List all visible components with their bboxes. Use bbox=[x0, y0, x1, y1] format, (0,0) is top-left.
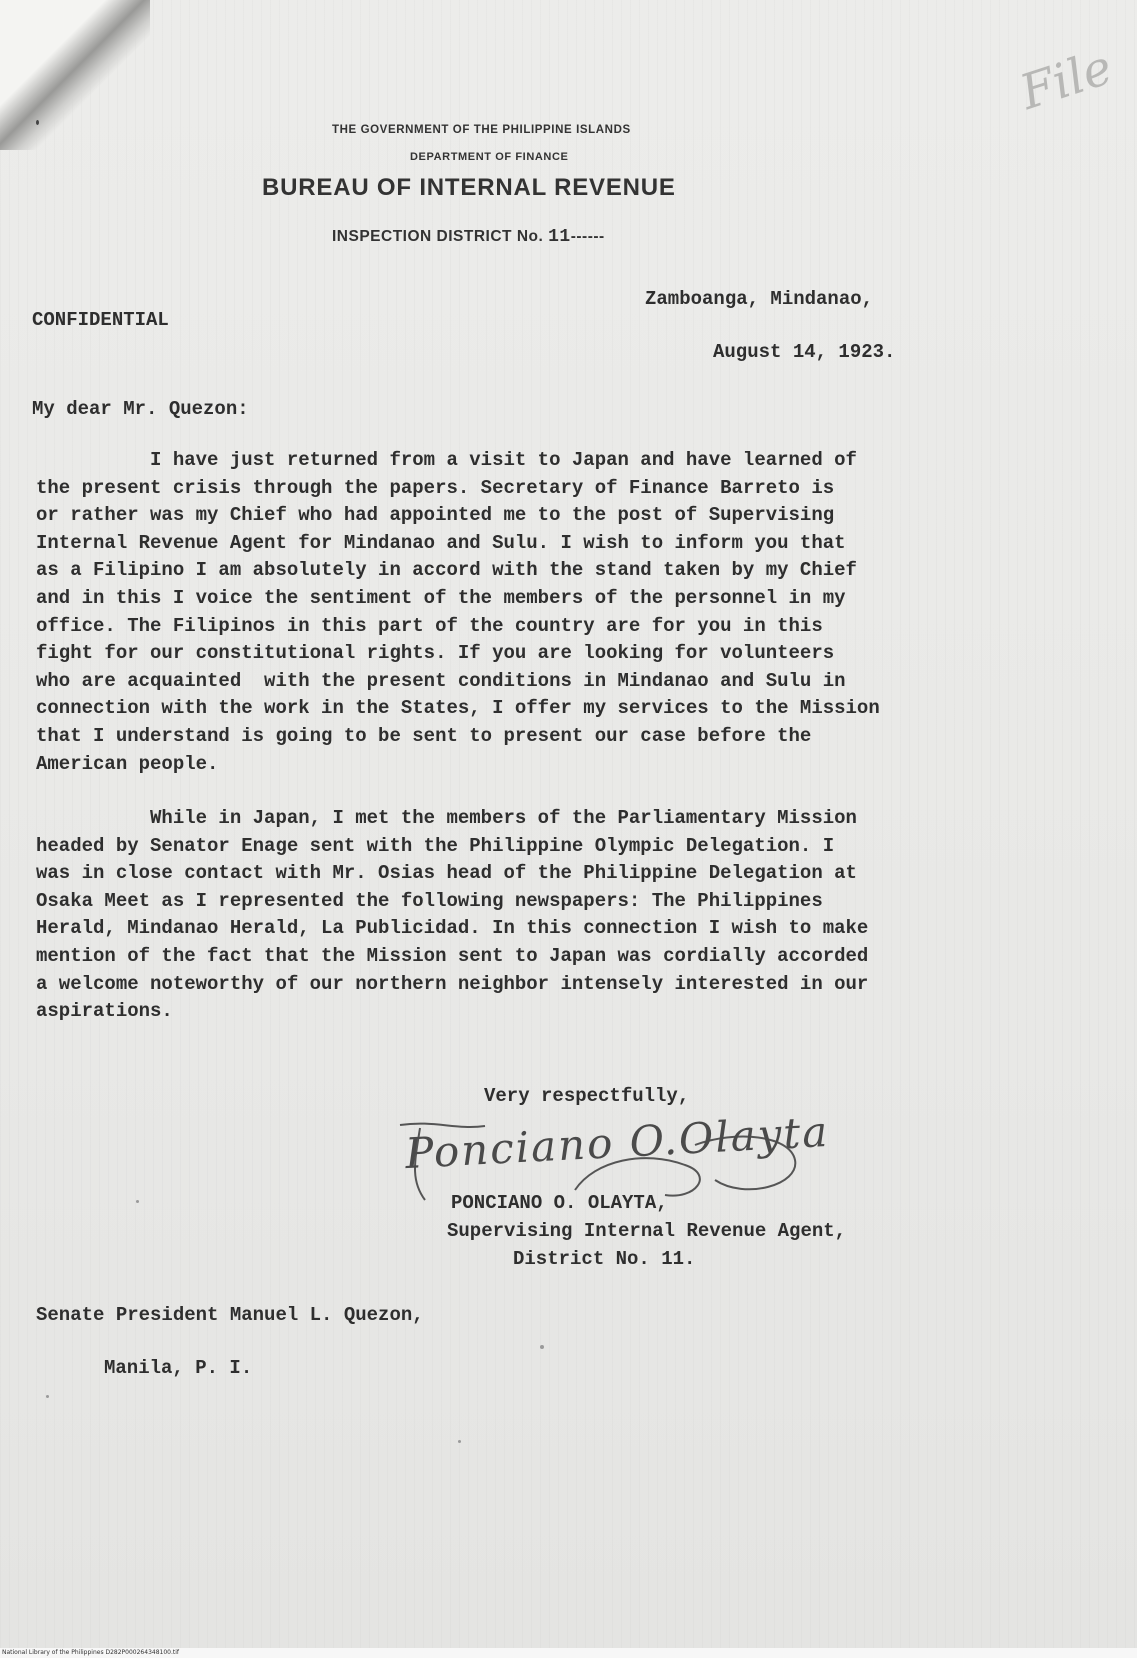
letter-place: Zamboanga, Mindanao, bbox=[645, 288, 874, 310]
signer-name: PONCIANO O. OLAYTA, bbox=[451, 1192, 668, 1214]
addressee-location: Manila, P. I. bbox=[104, 1357, 253, 1379]
letterhead-government: THE GOVERNMENT OF THE PHILIPPINE ISLANDS bbox=[332, 124, 631, 136]
body-paragraph-2: While in Japan, I met the members of the Parliamentary Mission headed by Senator Enage sent with the Philippine Olympic Delegation. I was in close contact with Mr. Osias head of the Philippine Delegation at Osaka Meet as I represented the following newspapers: The Philippines Herald, Mindanao Herald, La Publicidad. In this connection I wish to make mention of the fact that the Mission sent to Japan was cordially accorded a welcome noteworthy of our northern neighbor intensely interested in our aspirations. bbox=[36, 807, 869, 1023]
letterhead-department: DEPARTMENT OF FINANCE bbox=[410, 151, 569, 163]
district-label: INSPECTION DISTRICT No. bbox=[332, 228, 549, 245]
letter-date: August 14, 1923. bbox=[713, 341, 896, 363]
closing: Very respectfully, bbox=[484, 1085, 690, 1107]
district-trail: ------ bbox=[570, 228, 605, 245]
classification-label: CONFIDENTIAL bbox=[32, 309, 169, 331]
body-paragraph-1: I have just returned from a visit to Japan and have learned of the present crisis through the papers. Secretary of Finance Barreto is or rather was my Chief who had appointed me to the post of Supervising Internal Revenue Agent for Mindanao and Sulu. I wish to inform you that as a Filipino I am absolutely in accord with the stand taken by my Chief and in this I voice the sentiment of the members of the personnel in my office. The Filipinos in this part of the country are for you in this fight for our constitutional rights. If you are looking for volunteers who are acquainted with the present conditions in Mindanao and Sulu in connection with the work in the States, I offer my services to the Mission that I understand is going to be sent to present our case before the American people. bbox=[36, 449, 880, 775]
file-annotation: File bbox=[1013, 39, 1119, 121]
salutation: My dear Mr. Quezon: bbox=[32, 398, 249, 420]
letterhead-bureau: BUREAU OF INTERNAL REVENUE bbox=[262, 174, 676, 201]
archive-footer: National Library of the Philippines D282P000264348100.tif bbox=[0, 1648, 1137, 1658]
signer-district: District No. 11. bbox=[513, 1248, 696, 1270]
folded-corner bbox=[0, 0, 150, 150]
addressee: Senate President Manuel L. Quezon, bbox=[36, 1304, 424, 1326]
district-number: 11 bbox=[548, 227, 571, 247]
signer-title: Supervising Internal Revenue Agent, bbox=[447, 1220, 847, 1242]
letterhead-district bbox=[332, 227, 1137, 247]
handwritten-signature: Ponciano O.Olayta bbox=[404, 1106, 831, 1179]
